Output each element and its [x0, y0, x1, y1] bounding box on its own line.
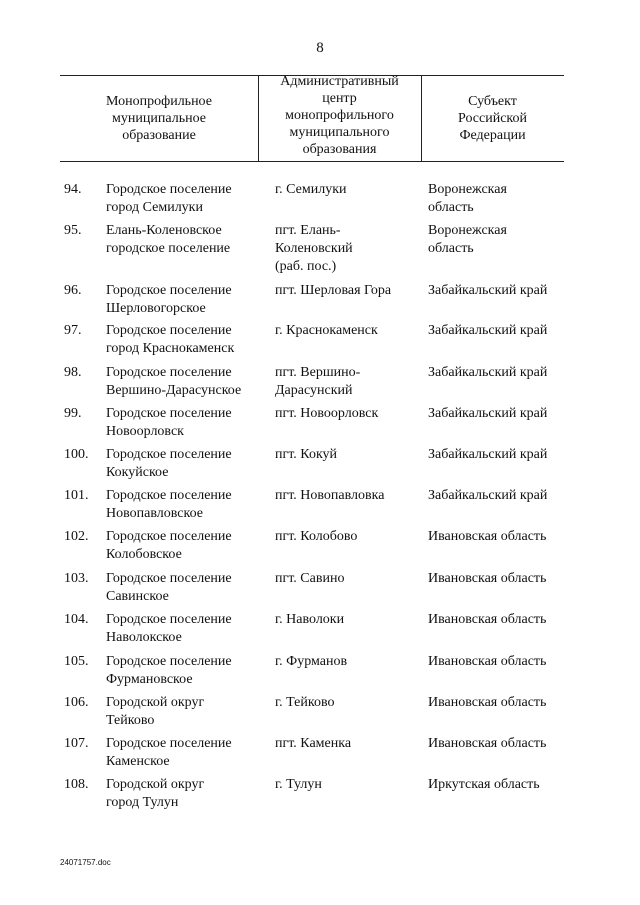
federal-subject: Забайкальский край	[428, 323, 548, 338]
federal-subject: Ивановская область	[428, 529, 547, 544]
federal-subject: Иркутская область	[428, 777, 540, 792]
administrative-center: пгт. Вершино- Дарасунский	[275, 365, 361, 398]
row-number: 96.	[64, 283, 82, 298]
row-number: 107.	[64, 736, 89, 751]
administrative-center: г. Наволоки	[275, 612, 345, 627]
administrative-center: пгт. Елань- Коленовский (раб. пос.)	[275, 223, 353, 274]
administrative-center: пгт. Савино	[275, 571, 345, 586]
federal-subject: Ивановская область	[428, 695, 547, 710]
row-number: 108.	[64, 777, 89, 792]
federal-subject: Воронежская область	[428, 223, 507, 256]
administrative-center: г. Тейково	[275, 695, 335, 710]
row-number: 104.	[64, 612, 89, 627]
row-number: 105.	[64, 654, 89, 669]
federal-subject: Забайкальский край	[428, 283, 548, 298]
municipal-entity-name: Городское поселение Кокуйское	[106, 447, 232, 480]
header-municipal-entity: Монопрофильное муниципальное образование	[106, 93, 212, 143]
row-number: 106.	[64, 695, 89, 710]
row-number: 98.	[64, 365, 82, 380]
row-number: 101.	[64, 488, 89, 503]
municipal-entity-name: Городской округ город Тулун	[106, 777, 205, 810]
municipal-entity-name: Городское поселение Новоорловск	[106, 406, 232, 439]
document-file-id: 24071757.doc	[60, 858, 111, 867]
row-number: 102.	[64, 529, 89, 544]
federal-subject: Забайкальский край	[428, 365, 548, 380]
municipal-entity-name: Городской округ Тейково	[106, 695, 205, 728]
municipal-entity-name: Елань-Коленовское городское поселение	[106, 223, 231, 256]
administrative-center: пгт. Новопавловка	[275, 488, 385, 503]
administrative-center: г. Фурманов	[275, 654, 348, 669]
administrative-center: пгт. Шерловая Гора	[275, 283, 392, 298]
federal-subject: Воронежская область	[428, 182, 507, 215]
municipal-entity-name: Городское поселение Новопавловское	[106, 488, 232, 521]
administrative-center: г. Краснокаменск	[275, 323, 378, 338]
municipal-entity-name: Городское поселение Наволокское	[106, 612, 232, 645]
page-number: 8	[316, 40, 324, 56]
federal-subject: Ивановская область	[428, 612, 547, 627]
row-number: 97.	[64, 323, 82, 338]
header-administrative-center: Административный центр монопрофильного муниципального образования	[280, 74, 399, 157]
administrative-center: пгт. Кокуй	[275, 447, 338, 462]
municipal-entity-name: Городское поселение город Семилуки	[106, 182, 232, 215]
municipal-entity-name: Городское поселение Шерловогорское	[106, 283, 232, 316]
federal-subject: Забайкальский край	[428, 447, 548, 462]
municipal-entity-name: Городское поселение Каменское	[106, 736, 232, 769]
administrative-center: г. Семилуки	[275, 182, 347, 197]
federal-subject: Ивановская область	[428, 736, 547, 751]
administrative-center: пгт. Колобово	[275, 529, 358, 544]
federal-subject: Забайкальский край	[428, 406, 548, 421]
row-number: 100.	[64, 447, 89, 462]
administrative-center: г. Тулун	[275, 777, 322, 792]
federal-subject: Забайкальский край	[428, 488, 548, 503]
row-number: 103.	[64, 571, 89, 586]
row-number: 94.	[64, 182, 82, 197]
municipal-entity-name: Городское поселение Вершино-Дарасунское	[106, 365, 242, 398]
municipal-entity-name: Городское поселение Савинское	[106, 571, 232, 604]
municipal-entity-name: Городское поселение Фурмановское	[106, 654, 232, 687]
municipal-entity-name: Городское поселение город Краснокаменск	[106, 323, 235, 356]
municipal-entity-name: Городское поселение Колобовское	[106, 529, 232, 562]
administrative-center: пгт. Каменка	[275, 736, 352, 751]
row-number: 99.	[64, 406, 82, 421]
federal-subject: Ивановская область	[428, 571, 547, 586]
header-federal-subject: Субъект Российской Федерации	[458, 93, 527, 143]
administrative-center: пгт. Новоорловск	[275, 406, 379, 421]
federal-subject: Ивановская область	[428, 654, 547, 669]
row-number: 95.	[64, 223, 82, 238]
